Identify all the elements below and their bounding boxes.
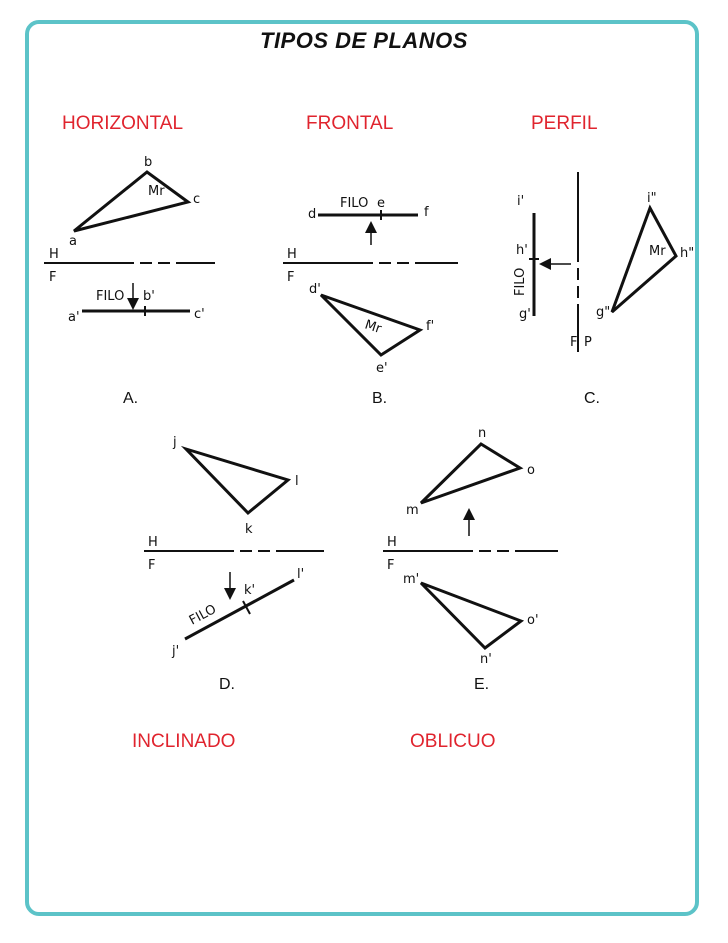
triangle-abc — [74, 172, 188, 231]
label-horizontal: HORIZONTAL — [62, 113, 184, 134]
vertex-f: f — [424, 205, 429, 220]
vertex-g1: g' — [519, 307, 531, 322]
h-label: H — [287, 247, 297, 262]
vertex-a: a — [69, 234, 77, 249]
vertex-f1: f' — [426, 319, 435, 334]
label-frontal: FRONTAL — [306, 113, 394, 134]
plane-mr: Mr — [649, 244, 666, 259]
f-label: F — [287, 270, 295, 285]
label-inclinado: INCLINADO — [132, 731, 236, 752]
vertex-n: n — [478, 426, 487, 441]
diagram-oblicuo — [383, 426, 558, 693]
vertex-h2: h" — [680, 246, 695, 261]
diagram-perfil — [513, 172, 694, 407]
filo-label: FILO — [186, 601, 219, 629]
diagram-inclinado — [144, 435, 324, 693]
vertex-a1: a' — [68, 310, 80, 325]
vertex-g2: g" — [596, 305, 611, 320]
filo-label: FILO — [96, 289, 125, 304]
vertex-c1: c' — [194, 307, 205, 322]
vertex-l1: l' — [297, 567, 305, 582]
caption-b: B. — [372, 390, 388, 407]
f-label: F — [570, 335, 578, 350]
caption-a: A. — [123, 390, 139, 407]
plane-mr: Mr — [148, 184, 165, 199]
f-label: F — [387, 558, 395, 573]
f-label: F — [148, 558, 156, 573]
caption-e: E. — [474, 676, 490, 693]
plane-mr: Mr — [362, 317, 384, 337]
diagram-frontal — [283, 196, 458, 407]
vertex-m: m — [406, 503, 419, 518]
vertex-k1: k' — [244, 583, 256, 598]
vertex-i2: i" — [647, 191, 657, 206]
page-title: TIPOS DE PLANOS — [260, 28, 468, 53]
vertex-e1: e' — [376, 361, 388, 376]
h-label: H — [387, 535, 397, 550]
vertex-j1: j' — [172, 644, 180, 659]
vertex-o1: o' — [527, 613, 539, 628]
filo-label: FILO — [513, 267, 528, 296]
triangle-jkl — [186, 449, 288, 513]
vertex-k: k — [245, 522, 253, 537]
label-perfil: PERFIL — [531, 113, 598, 134]
h-label: H — [49, 247, 59, 262]
vertex-n1: n' — [480, 652, 492, 667]
vertex-e: e — [377, 196, 385, 211]
vertex-d: d — [308, 207, 317, 222]
triangle-mno — [421, 444, 520, 503]
vertex-h1: h' — [516, 243, 528, 258]
label-oblicuo: OBLICUO — [410, 731, 496, 752]
p-label: P — [584, 335, 592, 350]
vertex-o: o — [527, 463, 535, 478]
vertex-m1: m' — [403, 572, 420, 587]
caption-c: C. — [584, 390, 600, 407]
diagram-horizontal — [44, 155, 215, 407]
vertex-l: l — [295, 474, 299, 489]
triangle-ghi — [612, 208, 676, 312]
vertex-i1: i' — [517, 194, 525, 209]
caption-d: D. — [219, 676, 235, 693]
vertex-b: b — [144, 155, 153, 170]
f-label: F — [49, 270, 57, 285]
vertex-c: c — [193, 192, 201, 207]
vertex-d1: d' — [309, 282, 321, 297]
vertex-b1: b' — [143, 289, 155, 304]
filo-label: FILO — [340, 196, 369, 211]
triangle-mno-prime — [421, 583, 521, 648]
vertex-j: j — [173, 435, 177, 450]
h-label: H — [148, 535, 158, 550]
